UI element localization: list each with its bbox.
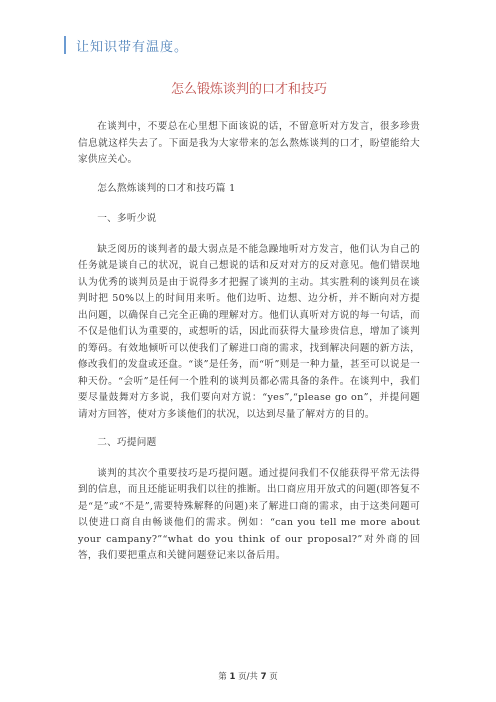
- header-bar: [64, 36, 188, 54]
- footer-page-number: 1: [229, 672, 236, 682]
- section-body-2: 谈判的其次个重要技巧是巧提问题。通过提问我们不仅能获得平常无法得到的信息，而且还能证明我们以往的推断。出口商应用开放式的问题(即答复不是“是”或“不是”,需要特殊解释的问题)来了解进口商的需求，由于这类问题可以使进口商自由畅谈他们的需求。例如：“can you tell me more about your campany?”“what do you think of our proposal?”对外商的回答，我们要把重点和关键问题登记来以备后用。: [78, 467, 420, 561]
- footer-prefix: 第: [218, 672, 227, 682]
- document-title: 怎么锻炼谈判的口才和技巧: [170, 82, 327, 97]
- section-heading-1: 一、多听少说: [97, 213, 157, 224]
- document-body: [78, 70, 420, 571]
- section-title: 怎么熬炼谈判的口才和技巧篇 1: [97, 182, 236, 194]
- page-footer: [0, 670, 496, 682]
- header-tagline: 让知识带有温度。: [76, 39, 189, 55]
- intro-paragraph: 在谈判中，不要总在心里想下面该说的话，不留意听对方发言，很多珍贵信息就这样失去了。下面是我为大家带来的怎么熬炼谈判的口才，盼望能给大家供应关心。: [78, 121, 420, 165]
- footer-mid: 页/共: [238, 672, 258, 682]
- footer-suffix: 页: [269, 672, 278, 682]
- footer-total-pages: 7: [260, 672, 267, 682]
- section-heading-2: 二、巧提问题: [97, 437, 157, 448]
- section-body-1: 缺乏阅历的谈判者的最大弱点是不能急躁地听对方发言，他们认为自己的任务就是谈自己的状况，说自己想说的话和反对对方的反对意见。他们错误地认为优秀的谈判员是由于说得多才把握了谈判的主动。其实胜利的谈判员在谈判时把 50%以上的时间用来听。他们边听、边想、边分析，并不断向对方提出问题，以确保自己完全正确的理解对方。他们认真听对方说的每一句话，而不仅是他们认为重要的，或想听的话，因此而获得大量珍贵信息，增加了谈判的筹码。有效地倾听可以使我们了解进口商的需求，找到解决问题的新方法，修改我们的发盘或还盘。“谈”是任务，而“听”则是一种力量，甚至可以说是一种天份。“会听”是任何一个胜利的谈判员都必需具备的条件。在谈判中，我们要尽量鼓舞对方多说，我们要向对方说：“yes”,“please go on”，并提问题请对方回答，使对方多谈他们的状况，以达到尽量了解对方的目的。: [78, 243, 420, 420]
